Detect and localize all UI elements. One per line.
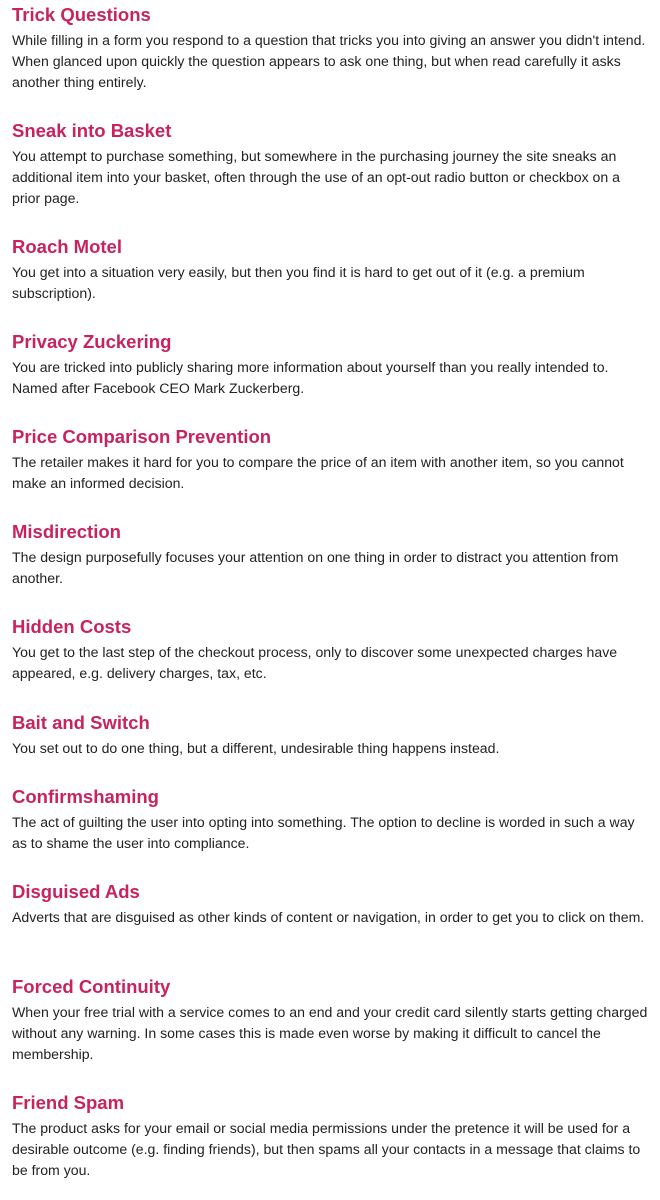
pattern-entry-misdirection [12, 521, 652, 589]
pattern-title: Forced Continuity [12, 976, 171, 997]
pattern-description: You set out to do one thing, but a different, undesirable thing happens instead. [12, 740, 500, 756]
pattern-entry-disguised-ads [12, 881, 652, 928]
pattern-title: Misdirection [12, 521, 121, 542]
pattern-description: You get into a situation very easily, but then you find it is hard to get out of it (e.g. a premium subscription). [12, 264, 585, 301]
pattern-title: Privacy Zuckering [12, 331, 172, 352]
pattern-entry-roach-motel [12, 236, 652, 304]
pattern-description: The design purposefully focuses your attention on one thing in order to distract you attention from another. [12, 549, 619, 586]
pattern-description: The product asks for your email or social media permissions under the pretence it will be used for a desirable outcome (e.g. finding friends), but then spams all your contacts in a message that claims to be from you. [12, 1120, 641, 1178]
pattern-entry-hidden-costs [12, 616, 652, 684]
pattern-description: The retailer makes it hard for you to compare the price of an item with another item, so you cannot make an informed decision. [12, 454, 624, 491]
pattern-title: Sneak into Basket [12, 120, 172, 141]
pattern-title: Friend Spam [12, 1092, 125, 1113]
pattern-entry-forced-continuity [12, 976, 652, 1065]
pattern-description: You get to the last step of the checkout process, only to discover some unexpected charges have appeared, e.g. delivery charges, tax, etc. [12, 644, 618, 681]
pattern-description: While filling in a form you respond to a question that tricks you into giving an answer you didn't intend. When glanced upon quickly the question appears to ask one thing, but when read carefully it asks another thing entirely. [12, 32, 646, 90]
pattern-entry-privacy-zuckering [12, 331, 652, 399]
pattern-title: Bait and Switch [12, 712, 150, 733]
pattern-title: Trick Questions [12, 4, 151, 25]
pattern-title: Roach Motel [12, 236, 122, 257]
pattern-description: The act of guilting the user into opting into something. The option to decline is worded in such a way as to shame the user into compliance. [12, 814, 635, 851]
pattern-entry-trick-questions [12, 4, 652, 93]
pattern-description: You are tricked into publicly sharing more information about yourself than you really intended to. Named after Facebook CEO Mark Zuckerberg. [12, 359, 609, 396]
pattern-entry-friend-spam [12, 1092, 652, 1181]
pattern-description: Adverts that are disguised as other kinds of content or navigation, in order to get you to click on them. [12, 909, 645, 925]
pattern-title: Confirmshaming [12, 786, 159, 807]
pattern-entry-bait-and-switch [12, 712, 652, 759]
pattern-title: Disguised Ads [12, 881, 140, 902]
pattern-entry-price-comparison-prevention [12, 426, 652, 494]
pattern-title: Price Comparison Prevention [12, 426, 272, 447]
pattern-description: You attempt to purchase something, but somewhere in the purchasing journey the site sneaks an additional item into your basket, often through the use of an opt-out radio button or checkbox on a prior page. [12, 148, 620, 206]
pattern-title: Hidden Costs [12, 616, 132, 637]
pattern-entry-sneak-into-basket [12, 120, 652, 209]
pattern-entry-confirmshaming [12, 786, 652, 854]
pattern-description: When your free trial with a service comes to an end and your credit card silently starts getting charged without any warning. In some cases this is made even worse by making it difficult to cancel the membership. [12, 1004, 648, 1062]
